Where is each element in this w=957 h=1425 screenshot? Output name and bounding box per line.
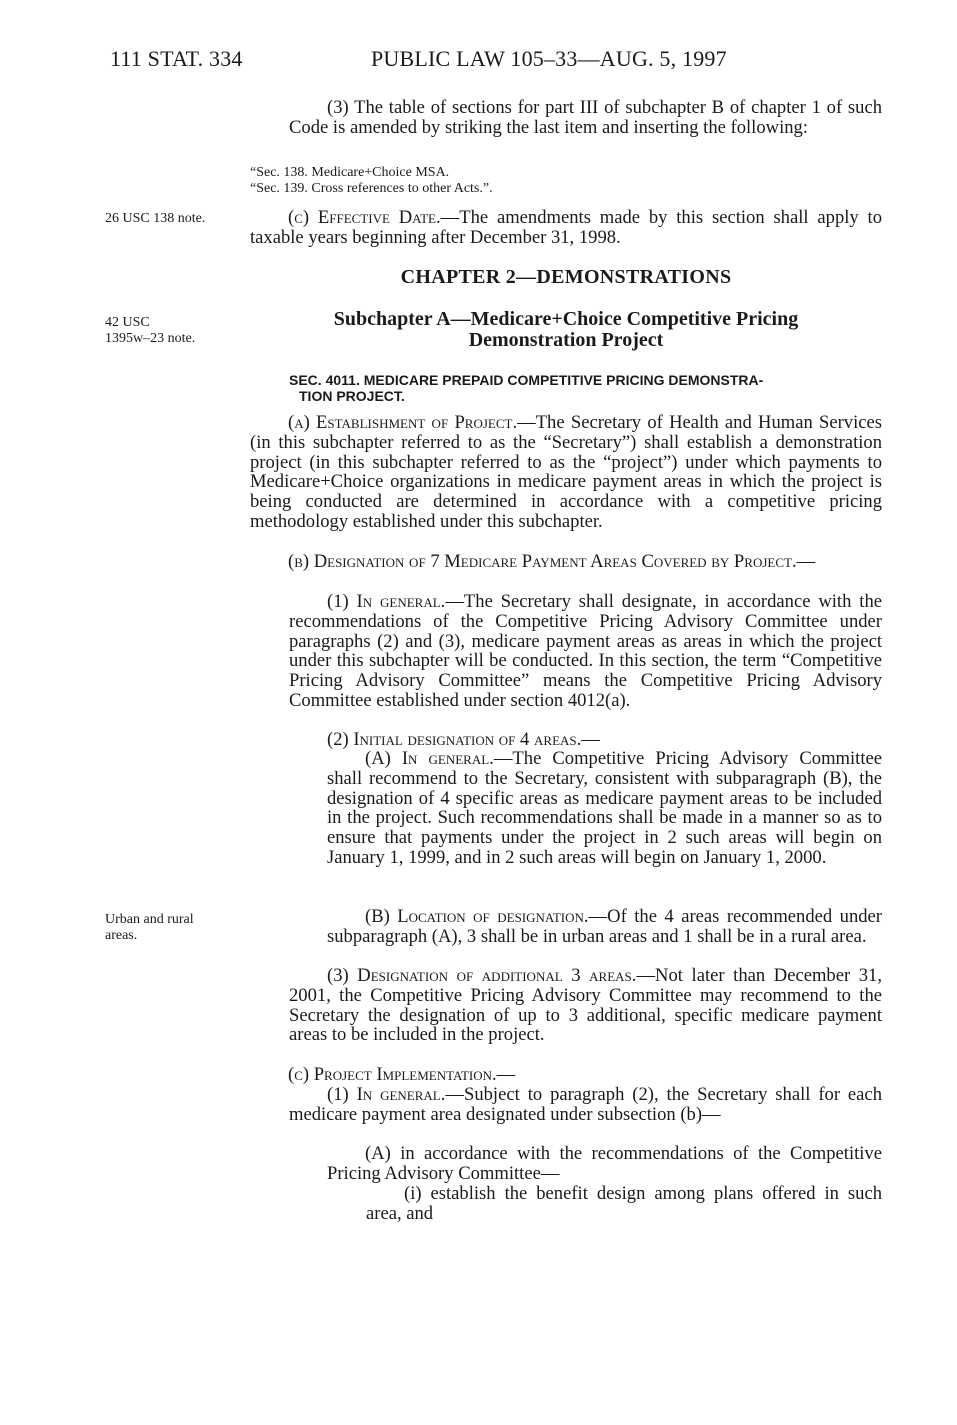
paragraph-heading: (3) Designation of additional 3 areas. — [327, 965, 637, 986]
paragraph-b3 — [289, 966, 882, 1045]
paragraph-text: (3) The table of sections for part III of subchapter B of chapter 1 of such Code is amended by striking the last item and inserting the following: — [289, 97, 882, 138]
margin-note-urban-rural — [105, 912, 194, 944]
margin-note-line: areas. — [105, 928, 138, 943]
chapter-title: CHAPTER 2—DEMONSTRATIONS — [400, 266, 732, 288]
subchapter-title-line: Demonstration Project — [468, 329, 664, 351]
subsection-heading: (b) Designation of 7 Medicare Payment Areas Covered by Project.— — [288, 551, 816, 572]
paragraph-b2-heading — [327, 730, 882, 750]
paragraph-c1 — [289, 1085, 882, 1125]
subparagraph-b2a — [327, 749, 882, 868]
clause-ci — [366, 1184, 882, 1224]
stat-page-reference: 111 STAT. 334 — [110, 46, 243, 71]
paragraph-text: —Subject to paragraph (2), the Secretary shall for each medicare payment area designated under subsection (b)— — [289, 1084, 882, 1125]
subparagraph-heading: (B) Location of designation. — [365, 906, 589, 927]
subparagraph-b2b — [327, 907, 882, 947]
paragraph-text: —Of the 4 areas recommended under subparagraph (A), 3 shall be in urban areas and 1 shall be in a rural area. — [327, 906, 882, 947]
subparagraph-cA — [327, 1144, 882, 1184]
subchapter-title — [250, 309, 882, 351]
paragraph-text: —Not later than December 31, 2001, the Competitive Pricing Advisory Committee may recommend to the Secretary the designation of up to 3 additional, specific medicare payment areas to be included in the project. — [289, 965, 882, 1046]
subchapter-title-line: Subchapter A—Medicare+Choice Competitive Pricing — [333, 308, 799, 330]
paragraph-text: —The Secretary of Health and Human Services (in this subchapter referred to as the “Secretary”) shall establish a demonstration project (in this subchapter referred to as the “project”) under which payments to Medicare+Choice organizations in medicare payment areas in which the project is being conducted are determined in accordance with a competitive pricing methodology established under this subchapter. — [250, 412, 883, 532]
subsection-b-heading — [250, 552, 882, 572]
subsection-c-heading — [250, 1065, 882, 1085]
subparagraph-heading: (A) In general. — [365, 748, 494, 769]
subsection-heading: (c) Effective Date. — [288, 207, 441, 228]
table-of-sections — [250, 165, 493, 197]
paragraph-text: (i) establish the benefit design among plans offered in such area, and — [366, 1183, 882, 1224]
section-heading — [289, 372, 883, 404]
margin-note-26-usc: 26 USC 138 note. — [105, 211, 206, 226]
margin-note-line: 1395w–23 note. — [105, 331, 196, 346]
subsection-a — [250, 413, 882, 532]
paragraph-b1 — [289, 592, 882, 711]
paragraph-heading: (2) Initial designation of 4 areas.— — [327, 729, 600, 750]
effective-date-paragraph — [250, 208, 882, 248]
subsection-heading: (c) Project Implementation.— — [288, 1064, 516, 1085]
margin-note-42-usc — [105, 315, 195, 347]
paragraph-text: —The Competitive Pricing Advisory Committee shall recommend to the Secretary, consistent with subparagraph (B), the designation of 4 specific areas as medicare payment areas to be included in the project. Such recommendations shall be made in a manner so as to ensure that payments under the project in 2 such areas will begin on January 1, 1999, and in 2 such areas will begin on January 1, 2000. — [327, 748, 883, 868]
public-law-header: PUBLIC LAW 105–33—AUG. 5, 1997 — [371, 46, 727, 71]
margin-note-line: Urban and rural — [105, 912, 194, 927]
subsection-heading: (a) Establishment of Project. — [288, 412, 518, 433]
toc-line: “Sec. 139. Cross references to other Acts.”. — [250, 181, 493, 196]
paragraph-text: —The Secretary shall designate, in accordance with the recommendations of the Competitive Pricing Advisory Committee under paragraphs (2) and (3), medicare payment areas as areas in which the project under this subchapter will be conducted. In this section, the term “Competitive Pricing Advisory Committee” means the Competitive Pricing Advisory Committee established under section 4012(a). — [289, 591, 882, 711]
paragraph-text: —The amendments made by this section shall apply to taxable years beginning after December 31, 1998. — [250, 207, 882, 248]
margin-note-line: 42 USC — [105, 315, 150, 330]
amendment-paragraph-3 — [289, 98, 882, 138]
section-heading-line: TION PROJECT. — [299, 388, 405, 404]
paragraph-text: (A) in accordance with the recommendations of the Competitive Pricing Advisory Committee— — [327, 1143, 882, 1184]
toc-line: “Sec. 138. Medicare+Choice MSA. — [250, 165, 450, 180]
section-heading-line: SEC. 4011. MEDICARE PREPAID COMPETITIVE PRICING DEMONSTRA- — [289, 372, 764, 388]
paragraph-heading: (1) In general. — [327, 591, 446, 612]
paragraph-heading: (1) In general. — [327, 1084, 446, 1105]
